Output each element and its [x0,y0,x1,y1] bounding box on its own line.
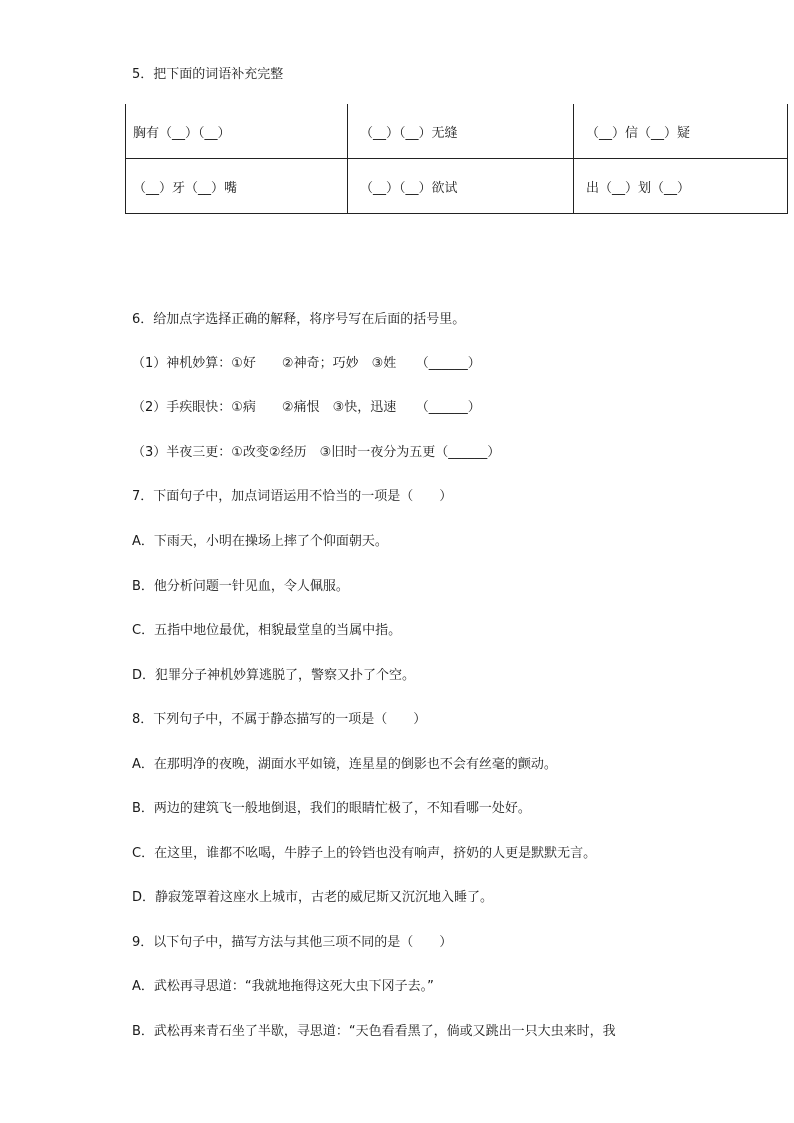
q5-title: 5．把下面的词语补充完整 [132,67,284,82]
q6-item-1: （1）神机妙算：①好 ②神奇；巧妙 ③姓 （______） [132,356,481,371]
q8-option-d: D．静寂笼罩着这座水上城市，古老的威尼斯又沉沉地入睡了。 [132,890,494,905]
table-cell: （__）牙（__）嘴 [126,159,348,214]
table-cell: （__）信（__）疑 [574,104,788,159]
table-cell: （__）（__）无缝 [348,104,574,159]
q9-option-a: A．武松再寻思道：“我就地拖得这死大虫下冈子去。” [132,979,434,994]
q8-option-a: A．在那明净的夜晚，湖面水平如镜，连星星的倒影也不会有丝毫的颤动。 [132,757,557,772]
q9-option-b: B．武松再来青石坐了半歇，寻思道：“天色看看黑了，倘或又跳出一只大虫来时，我 [132,1024,616,1039]
q8-option-c: C．在这里，谁都不吆喝，牛脖子上的铃铛也没有响声，挤奶的人更是默默无言。 [132,846,597,861]
q7-option-d: D．犯罪分子神机妙算逃脱了，警察又扑了个空。 [132,668,416,683]
q7-option-c: C．五指中地位最优，相貌最堂皇的当属中指。 [132,623,402,638]
q6-title: 6．给加点字选择正确的解释，将序号写在后面的括号里。 [132,312,466,327]
q6-item-3: （3）半夜三更：①改变②经历 ③旧时一夜分为五更（______） [132,445,501,460]
q9-title: 9．以下句子中，描写方法与其他三项不同的是（ ） [132,935,453,950]
table-cell: 出（__）划（__） [574,159,788,214]
q7-option-b: B．他分析问题一针见血，令人佩服。 [132,579,349,594]
table-cell: 胸有（__）（__） [126,104,348,159]
q8-title: 8．下列句子中，不属于静态描写的一项是（ ） [132,712,427,727]
q8-option-b: B．两边的建筑飞一般地倒退，我们的眼睛忙极了，不知看哪一处好。 [132,801,531,816]
q6-item-2: （2）手疾眼快：①病 ②痛恨 ③快，迅速 （______） [132,400,481,415]
idiom-table [125,104,788,214]
table-row [126,159,788,214]
q7-title: 7．下面句子中，加点词语运用不恰当的一项是（ ） [132,489,453,504]
table-row [126,104,788,159]
q7-option-a: A．下雨天，小明在操场上摔了个仰面朝天。 [132,534,388,549]
table-cell: （__）（__）欲试 [348,159,574,214]
